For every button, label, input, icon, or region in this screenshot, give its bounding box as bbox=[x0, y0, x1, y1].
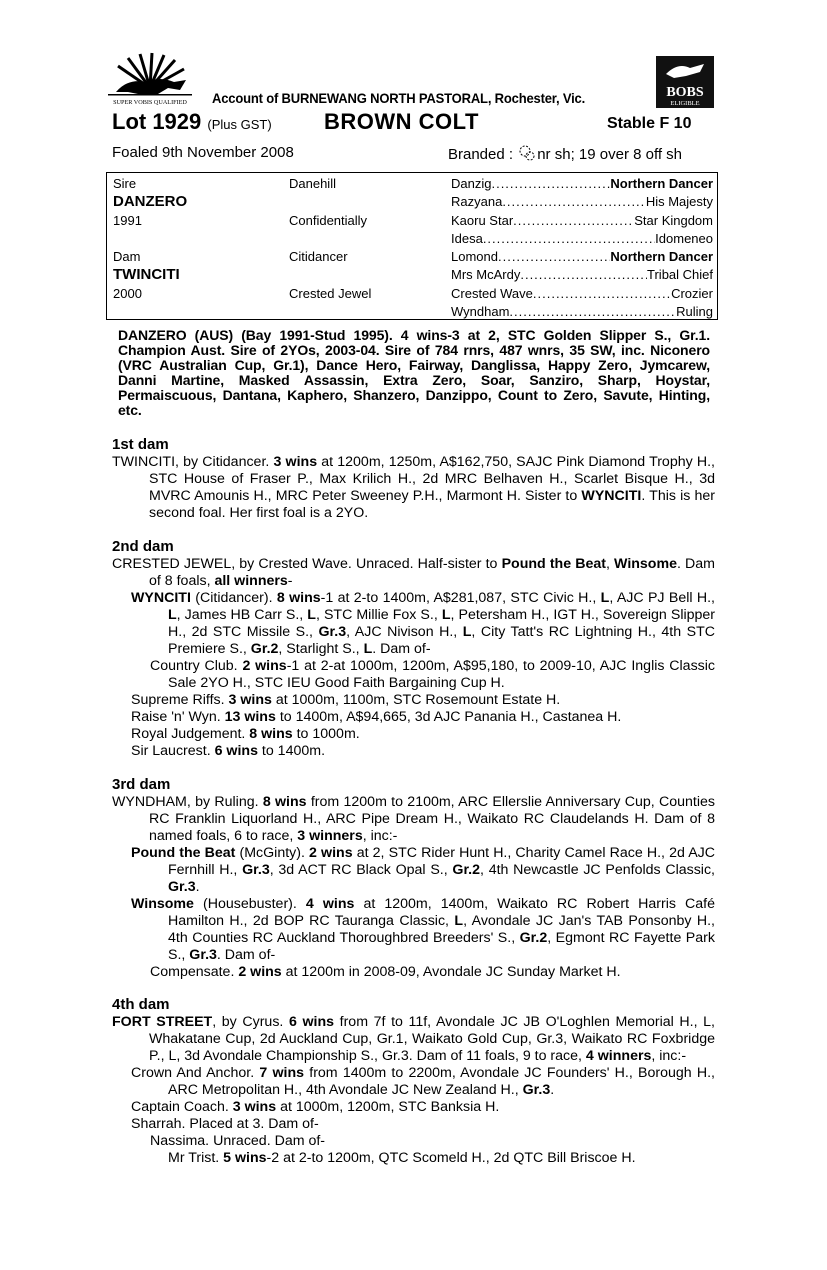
pedigree-grand-row: Idesa ..... Idomeneo bbox=[451, 231, 713, 246]
third-dam-title: 3rd dam bbox=[112, 776, 171, 793]
svg-text:ELIGIBLE: ELIGIBLE bbox=[670, 100, 700, 107]
progeny-entry: Royal Judgement. 8 wins to 1000m. bbox=[131, 726, 360, 742]
sire-name: DANZERO bbox=[113, 193, 188, 210]
sire-sire: Danehill bbox=[289, 176, 336, 191]
foaled-date: Foaled 9th November 2008 bbox=[112, 144, 294, 161]
lot-number: Lot 1929 (Plus GST) bbox=[112, 109, 272, 134]
first-dam-section bbox=[112, 436, 715, 522]
dam-dam: Crested Jewel bbox=[289, 286, 372, 301]
progeny-entry: Raise 'n' Wyn. 13 wins to 1400m, A$94,665, 3d AJC Panania H., Castanea H. bbox=[131, 709, 622, 725]
progeny-entry: Country Club. 2 wins-1 at 2-at 1000m, 1200m, A$95,180, to 2009-10, AJC Inglis Classic Sale 2YO H., STC IEU Good Faith Bargaining Cup H. bbox=[150, 658, 715, 691]
progeny-entry: WYNCITI (Citidancer). 8 wins-1 at 2-to 1400m, A$281,087, STC Civic H., L, AJC PJ Bell H., L, James HB Carr S., L, STC Millie Fox S., L, Petersham H., IGT H., Sovereign Slipper H., 2d STC Missile S., Gr.3, AJC Nivison H., L, City Tatt's RC Lightning H., 4th STC Premiere S., Gr.2, Starlight S., L. Dam of- bbox=[131, 590, 716, 657]
pedigree-grand-row: Razyana ..... His Majesty bbox=[451, 194, 713, 209]
dam-sire: Citidancer bbox=[289, 249, 348, 264]
sire-summary: DANZERO (AUS) (Bay 1991-Stud 1995). 4 wins-3 at 2, STC Golden Slipper S., Gr.1. Champion Aust. Sire of 2YOs, 2003-04. Sire of 784 rnrs, 487 wnrs, 35 SW, inc. Niconero (VRC Australian Cup, Gr.1), Dance Hero, Fairway, Danglissa, Happy Zero, Jymcarew, Danni Martine, Masked Assassin, Extra Zero, Soar, Sanziro, Sharp, Hoystar, Permaiscuous, Dantana, Kaphero, Shanzero, Danzippo, Count to Zero, Savute, Hinting, etc. bbox=[118, 327, 710, 418]
pedigree-grand-row: Mrs McArdy ..... Tribal Chief bbox=[451, 267, 713, 282]
dam-year: 2000 bbox=[113, 286, 142, 301]
pedigree-grand-row: Crested Wave ..... Crozier bbox=[451, 286, 713, 301]
sire-label: Sire bbox=[113, 176, 137, 191]
dam-name: TWINCITI bbox=[113, 266, 180, 283]
progeny-entry: Sharrah. Placed at 3. Dam of- bbox=[131, 1116, 319, 1132]
pedigree-grand-row: Wyndham ..... Ruling bbox=[451, 304, 713, 319]
progeny-entry: Crown And Anchor. 7 wins from 1400m to 2200m, Avondale JC Founders' H., Borough H., ARC Metropolitan H., 4th Avondale JC New Zealand H., Gr.3. bbox=[131, 1065, 715, 1098]
sire-dam: Confidentially bbox=[289, 213, 368, 228]
bobs-eligible-logo bbox=[656, 56, 714, 108]
svg-text:BOBS: BOBS bbox=[666, 85, 704, 100]
progeny-entry: Compensate. 2 wins at 1200m in 2008-09, Avondale JC Sunday Market H. bbox=[150, 964, 621, 980]
dam-paragraph: FORT STREET, by Cyrus. 6 wins from 7f to 11f, Avondale JC JB O'Loghlen Memorial H., L, Whakatane Cup, 2d Auckland Cup, Gr.1, Waikato Gold Cup, Gr.3, Waikato RC Foxbridge P., L, 3d Avondale Championship S., Gr.3. Dam of 11 foals, 9 to race, 4 winners, inc:- bbox=[112, 1014, 715, 1064]
vendor-account: Account of BURNEWANG NORTH PASTORAL, Rochester, Vic. bbox=[212, 90, 586, 106]
progeny-entry: Supreme Riffs. 3 wins at 1000m, 1100m, STC Rosemount Estate H. bbox=[131, 692, 561, 708]
sire-year: 1991 bbox=[113, 213, 142, 228]
first-dam-title: 1st dam bbox=[112, 436, 169, 453]
progeny-entry: Pound the Beat (McGinty). 2 wins at 2, STC Rider Hunt H., Charity Camel Race H., 2d AJC Fernhill H., Gr.3, 3d ACT RC Black Opal S., Gr.2, 4th Newcastle JC Penfolds Classic, Gr.3. bbox=[131, 845, 715, 895]
progeny-entry: Sir Laucrest. 6 wins to 1400m. bbox=[131, 743, 326, 759]
pedigree-grand-row: Danzig ..... Northern Dancer bbox=[451, 176, 713, 191]
horse-description: BROWN COLT bbox=[324, 109, 479, 134]
fourth-dam-section bbox=[112, 996, 715, 1167]
second-dam-section bbox=[112, 538, 715, 760]
progeny-entry: Captain Coach. 3 wins at 1000m, 1200m, STC Banksia H. bbox=[131, 1099, 500, 1115]
pedigree-table bbox=[106, 172, 718, 320]
pedigree-grand-row: Lomond ..... Northern Dancer bbox=[451, 249, 713, 264]
fourth-dam-title: 4th dam bbox=[112, 996, 170, 1013]
progeny-entry: Mr Trist. 5 wins-2 at 2-to 1200m, QTC Scomeld H., 2d QTC Bill Briscoe H. bbox=[168, 1150, 636, 1166]
dam-paragraph: WYNDHAM, by Ruling. 8 wins from 1200m to 2100m, ARC Ellerslie Anniversary Cup, Counties RC Franklin Liquorland H., ARC Pipe Dream H., Waikato RC Claudelands H. Dam of 8 named foals, 6 to race, 3 winners, inc:- bbox=[112, 794, 716, 844]
stable-location: Stable F 10 bbox=[607, 115, 692, 132]
dam-paragraph: CRESTED JEWEL, by Crested Wave. Unraced. Half-sister to Pound the Beat, Winsome. Dam of 8 foals, all winners- bbox=[112, 556, 715, 589]
pedigree-grand-row: Kaoru Star ..... Star Kingdom bbox=[451, 213, 713, 228]
third-dam-section bbox=[112, 776, 715, 981]
dam-paragraph: TWINCITI, by Citidancer. 3 wins at 1200m, 1250m, A$162,750, SAJC Pink Diamond Trophy H., STC House of Fraser P., Max Krilich H., 2d MRC Belhaven H., Scarlet Bisque H., 3d MVRC Amounis H., MRC Peter Sweeney P.H., Marmont H. Sister to WYNCITI. This is her second foal. Her first foal is a 2YO. bbox=[112, 454, 715, 521]
svg-text:SUPER VOBIS QUALIFIED: SUPER VOBIS QUALIFIED bbox=[113, 99, 187, 106]
dam-label: Dam bbox=[113, 249, 141, 264]
plus-gst: (Plus GST) bbox=[207, 117, 272, 132]
second-dam-title: 2nd dam bbox=[112, 538, 174, 555]
brand-icon bbox=[517, 144, 537, 162]
branded-marks: Branded : nr sh; 19 over 8 off sh bbox=[448, 146, 683, 163]
super-vobis-logo bbox=[108, 52, 192, 106]
progeny-entry: Nassima. Unraced. Dam of- bbox=[150, 1133, 326, 1149]
progeny-entry: Winsome (Housebuster). 4 wins at 1200m, 1400m, Waikato RC Robert Harris Café Hamilton H., 2d BOP RC Tauranga Classic, L, Avondale JC Jan's TAB Ponsonby H., 4th Counties RC Auckland Thoroughbred Breeders' S., Gr.2, Egmont RC Fayette Park S., Gr.3. Dam of- bbox=[131, 896, 716, 963]
